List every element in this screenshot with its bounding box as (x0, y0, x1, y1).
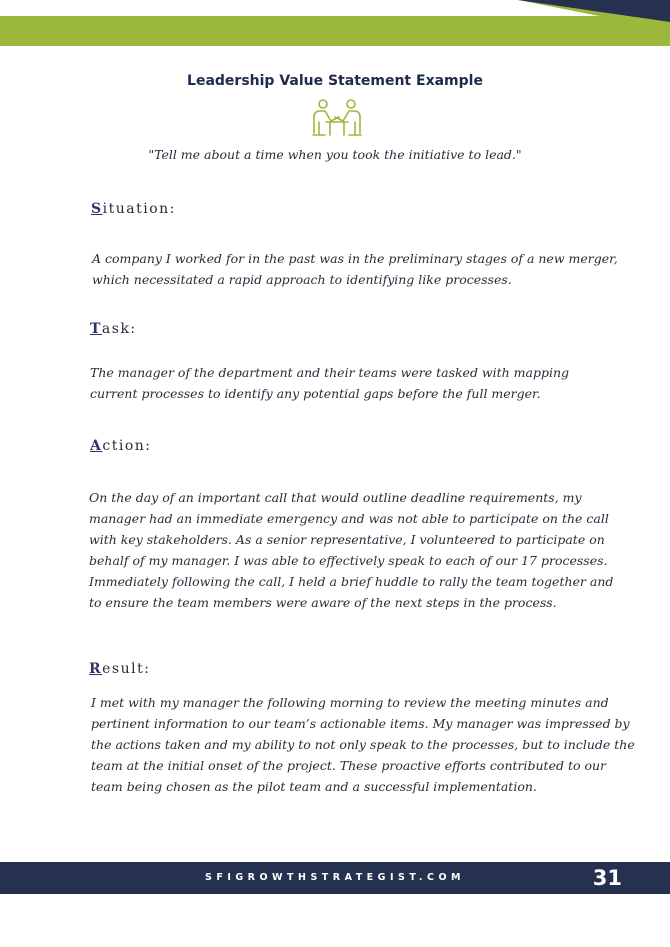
situation-first-letter: S (91, 201, 103, 217)
result-heading-rest: esult: (102, 661, 151, 677)
result-line: the actions taken and my ability to not only speak to the processes, but to include the (91, 737, 635, 752)
situation-line: which necessitated a rapid approach to identifying like processes. (92, 272, 512, 287)
meeting-icon (311, 97, 363, 139)
action-first-letter: A (90, 438, 103, 454)
result-paragraph (91, 692, 635, 797)
task-first-letter: T (90, 321, 102, 337)
result-heading (89, 661, 150, 677)
task-heading-rest: ask: (101, 321, 137, 337)
interview-question: "Tell me about a time when you took the initiative to lead." (148, 147, 522, 162)
situation-paragraph (92, 248, 618, 290)
result-line: pertinent information to our team’s actionable items. My manager was impressed by (91, 716, 630, 731)
action-line: On the day of an important call that would outline deadline requirements, my (89, 490, 582, 505)
situation-heading (91, 201, 176, 217)
result-line: team at the initial onset of the project. These proactive efforts contributed to our (91, 758, 607, 773)
footer-website: SFIGROWTHSTRATEGIST.COM (204, 872, 465, 883)
task-line: current processes to identify any potential gaps before the full merger. (90, 386, 541, 401)
result-line: I met with my manager the following morning to review the meeting minutes and (91, 695, 609, 710)
situation-line: A company I worked for in the past was in the preliminary stages of a new merger, (92, 251, 618, 266)
corner-decoration (0, 0, 670, 30)
action-line: behalf of my manager. I was able to effectively speak to each of our 17 processes. (89, 553, 608, 568)
action-paragraph (89, 487, 613, 613)
page-title: Leadership Value Statement Example (187, 73, 483, 89)
task-heading (90, 321, 137, 337)
result-line: team being chosen as the pilot team and a successful implementation. (91, 779, 537, 794)
footer-bar (0, 862, 670, 894)
action-line: manager had an immediate emergency and was not able to participate on the call (89, 511, 609, 526)
action-heading (90, 438, 151, 454)
situation-heading-rest: ituation: (102, 201, 176, 217)
action-line: Immediately following the call, I held a brief huddle to rally the team together and (89, 574, 614, 589)
result-first-letter: R (89, 661, 103, 677)
page-number: 31 (592, 866, 622, 890)
task-line: The manager of the department and their teams were tasked with mapping (90, 365, 570, 380)
action-heading-rest: ction: (102, 438, 152, 454)
action-line: with key stakeholders. As a senior representative, I volunteered to participate on (89, 532, 605, 547)
action-line: to ensure the team members were aware of the next steps in the process. (89, 595, 557, 610)
task-paragraph (90, 362, 569, 404)
